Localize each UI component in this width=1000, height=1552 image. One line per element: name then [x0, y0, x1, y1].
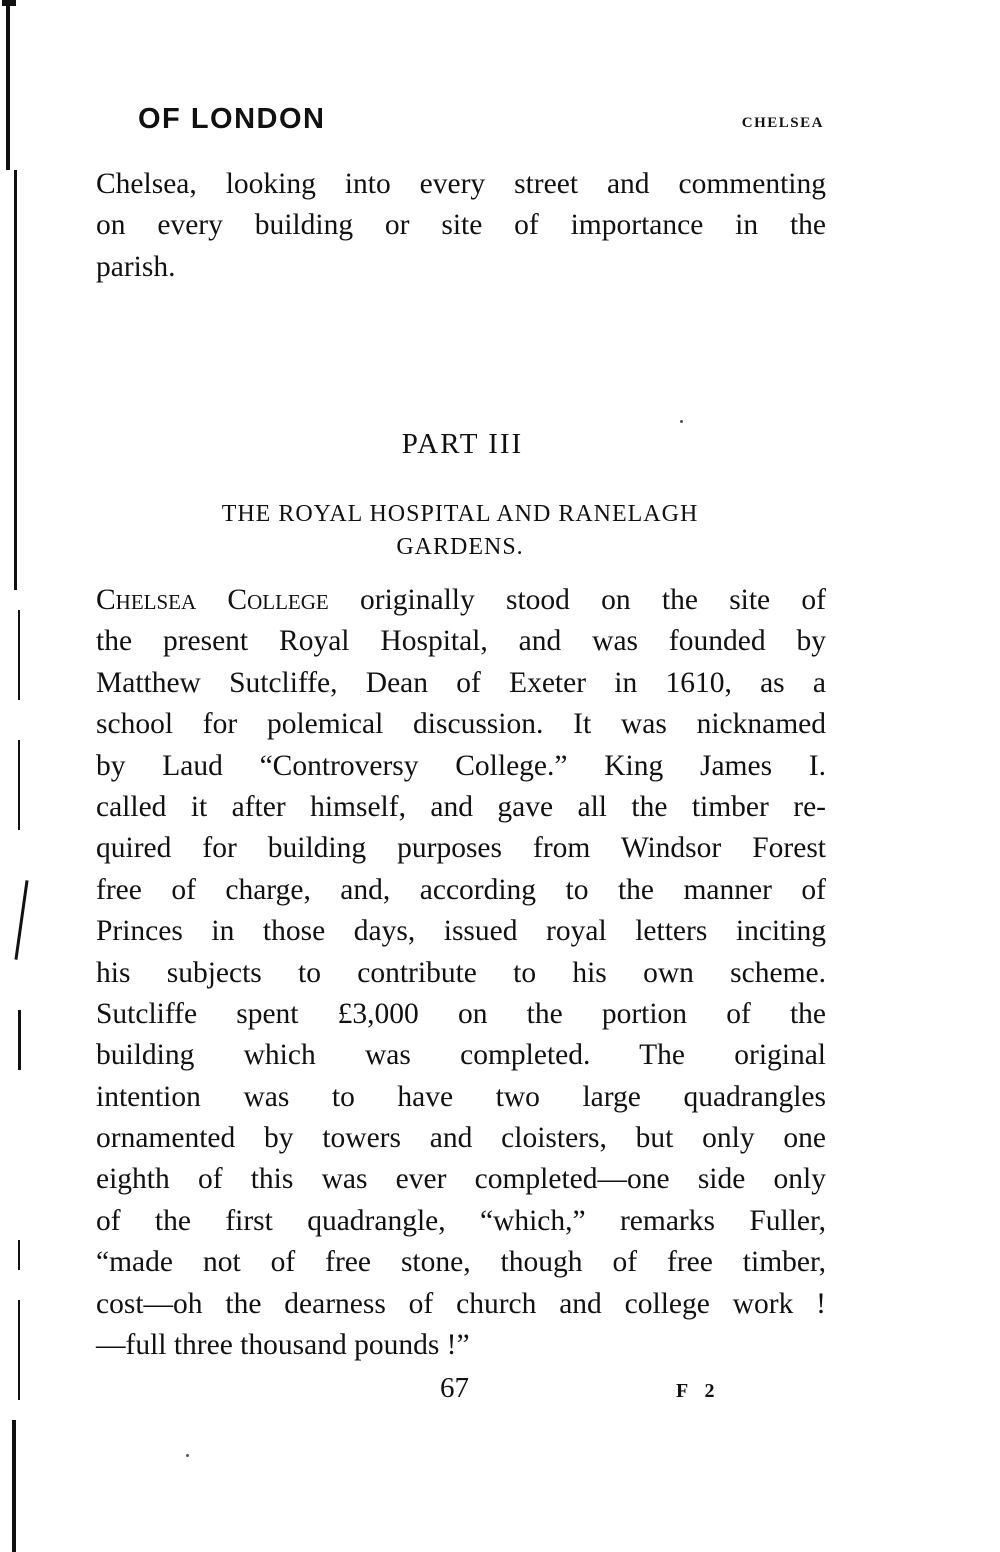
running-head	[138, 103, 824, 143]
text-line	[96, 580, 826, 621]
binding-edge-mark	[14, 880, 28, 960]
binding-edge-mark	[18, 740, 20, 830]
text-line: of the first quadrangle, “which,” remarks Fuller,	[96, 1204, 826, 1237]
text-line: his subjects to contribute to his own scheme.	[96, 956, 826, 989]
text-line: intention was to have two large quadrangles	[96, 1080, 826, 1113]
text-line: Princes in those days, issued royal letters inciting	[96, 915, 826, 948]
binding-edge-mark	[18, 610, 20, 700]
text-line: on every building or site of importance in the	[96, 209, 826, 242]
text-line: called it after himself, and gave all the timber re-	[96, 790, 826, 823]
binding-edge-mark	[12, 1420, 16, 1552]
binding-edge-mark	[14, 170, 17, 590]
continuation-paragraph	[96, 164, 826, 288]
print-speck	[680, 420, 683, 423]
text-line: building which was completed. The original	[96, 1039, 826, 1072]
text-line: —full three thousand pounds !”	[96, 1329, 470, 1362]
print-speck	[186, 1454, 189, 1457]
text-line: parish.	[96, 250, 176, 283]
binding-edge-mark	[18, 1240, 20, 1270]
running-head-right: CHELSEA	[741, 115, 824, 131]
text-line: Chelsea, looking into every street and commenting	[96, 168, 826, 200]
text-line: quired for building purposes from Windsor Forest	[96, 832, 826, 865]
text-line: cost—oh the dearness of church and college work !	[96, 1287, 826, 1320]
binding-edge-mark	[18, 1010, 21, 1070]
text-line: ornamented by towers and cloisters, but only one	[96, 1122, 826, 1155]
chapter-title-line: THE ROYAL HOSPITAL AND RANELAGH	[221, 501, 699, 527]
text-line: Sutcliffe spent £3,000 on the portion of the	[96, 997, 826, 1030]
text-line: free of charge, and, according to the manner of	[96, 873, 826, 906]
lead-smallcaps: Chelsea College	[96, 584, 329, 616]
text-line-rest: originally stood on the site of	[328, 584, 826, 616]
running-head-left: OF LONDON	[138, 103, 326, 135]
page-footer	[0, 1372, 1000, 1412]
chapter-title	[140, 498, 780, 564]
binding-edge-mark	[6, 0, 10, 170]
text-line: “made not of free stone, though of free timber,	[96, 1246, 826, 1279]
chapter-title-line: GARDENS.	[396, 534, 524, 560]
text-line: by Laud “Controversy College.” King James I.	[96, 749, 826, 782]
text-line: eighth of this was ever completed—one side only	[96, 1163, 826, 1196]
text-line: Matthew Sutcliffe, Dean of Exeter in 1610, as a	[96, 666, 826, 699]
part-heading: PART III	[401, 428, 524, 460]
text-line: school for polemical discussion. It was nicknamed	[96, 708, 826, 741]
page-number: 67	[440, 1372, 469, 1404]
body-paragraph	[96, 580, 826, 1366]
text-line: the present Royal Hospital, and was founded by	[96, 625, 826, 658]
signature-mark: F 2	[676, 1380, 721, 1402]
